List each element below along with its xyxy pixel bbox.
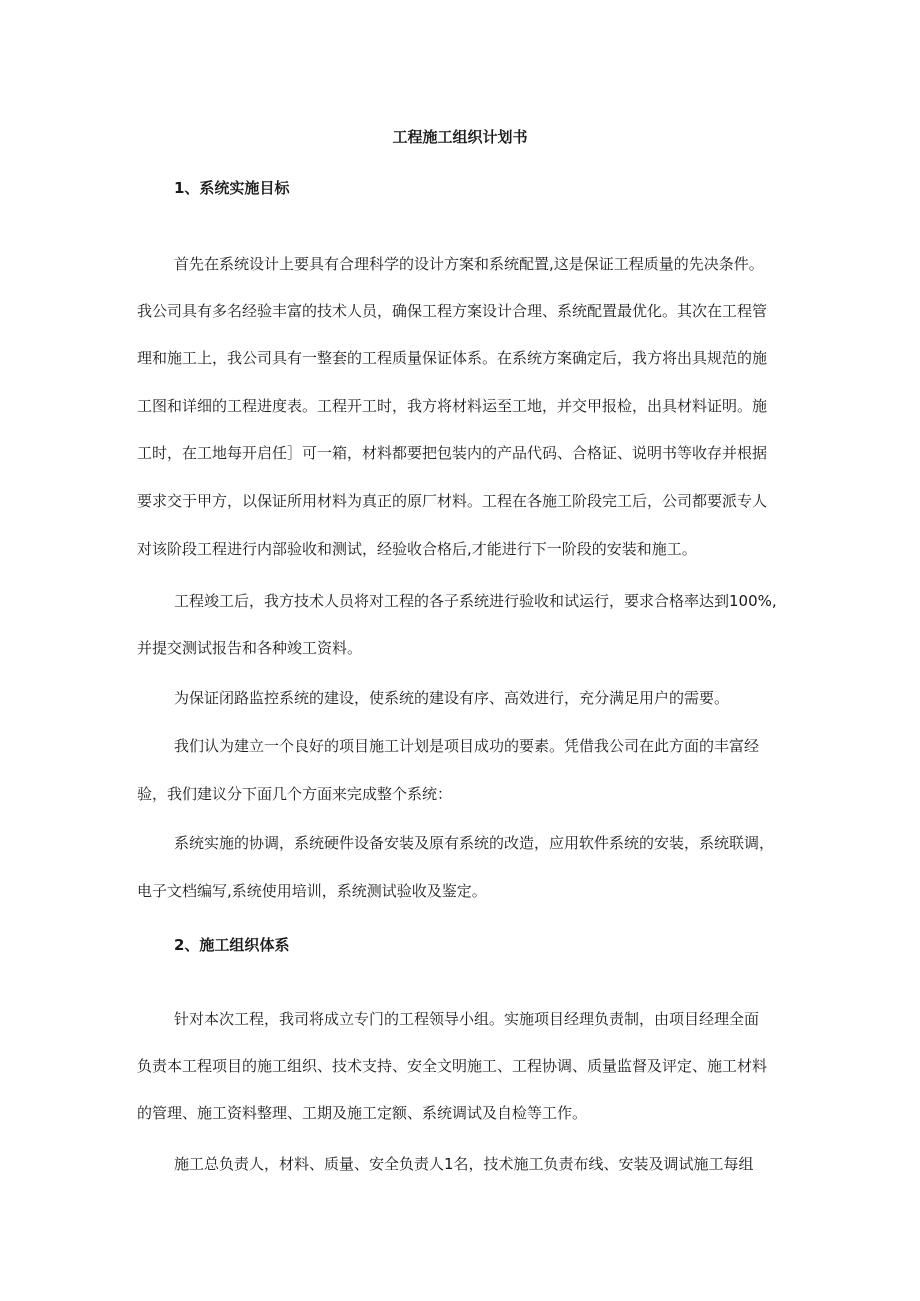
paragraph-line: 为保证闭路监控系统的建设，使系统的建设有序、高效进行，充分满足用户的需要。 [174, 689, 730, 707]
paragraph-line: 验，我们建议分下面几个方面来完成整个系统： [137, 785, 453, 803]
paragraph-line: 我们认为建立一个良好的项目施工计划是项目成功的要素。凭借我公司在此方面的丰富经 [174, 737, 760, 755]
paragraph-line: 首先在系统设计上要具有合理科学的设计方案和系统配置,这是保证工程质量的先决条件。 [174, 255, 764, 273]
paragraph-line: 并提交测试报告和各种竣工资料。 [137, 639, 363, 657]
paragraph-line: 电子文档编写,系统使用培训，系统测试验收及鉴定。 [137, 882, 487, 900]
section-heading-1: 1、系统实施目标 [174, 179, 290, 197]
paragraph-line: 理和施工上，我公司具有一整套的工程质量保证体系。在系统方案确定后，我方将出具规范的施 [137, 349, 768, 367]
paragraph-line: 对该阶段工程进行内部验收和测试，经验收合格后,才能进行下一阶段的安装和施工。 [137, 540, 697, 558]
section-heading-2: 2、施工组织体系 [174, 936, 290, 954]
paragraph-line: 负责本工程项目的施工组织、技术支持、安全文明施工、工程协调、质量监督及评定、施工材料 [137, 1057, 768, 1075]
paragraph-line: 我公司具有多名经验丰富的技术人员，确保工程方案设计合理、系统配置最优化。其次在工程管 [137, 302, 768, 320]
paragraph-line: 的管理、施工资料整理、工期及施工定额、系统调试及自检等工作。 [137, 1104, 588, 1122]
paragraph-line: 要求交于甲方，以保证所用材料为真正的原厂材料。工程在各施工阶段完工后，公司都要派专人 [137, 492, 768, 510]
paragraph-line: 系统实施的协调，系统硬件设备安装及原有系统的改造，应用软件系统的安装，系统联调， [174, 834, 775, 852]
paragraph-line: 针对本次工程，我司将成立专门的工程领导小组。实施项目经理负责制，由项目经理全面 [174, 1010, 760, 1028]
paragraph-line: 工时，在工地每开启任］可一箱，材料都要把包装内的产品代码、合格证、说明书等收存并根据 [137, 444, 768, 462]
paragraph-line: 工程竣工后，我方技术人员将对工程的各子系统进行验收和试运行，要求合格率达到100%, [174, 592, 777, 610]
document-title: 工程施工组织计划书 [392, 128, 528, 146]
paragraph-line: 施工总负责人，材料、质量、安全负责人1名，技术施工负责布线、安装及调试施工每组 [174, 1155, 754, 1173]
paragraph-line: 工图和详细的工程进度表。工程开工时，我方将材料运至工地，并交甲报检，出具材料证明。施 [137, 397, 768, 415]
